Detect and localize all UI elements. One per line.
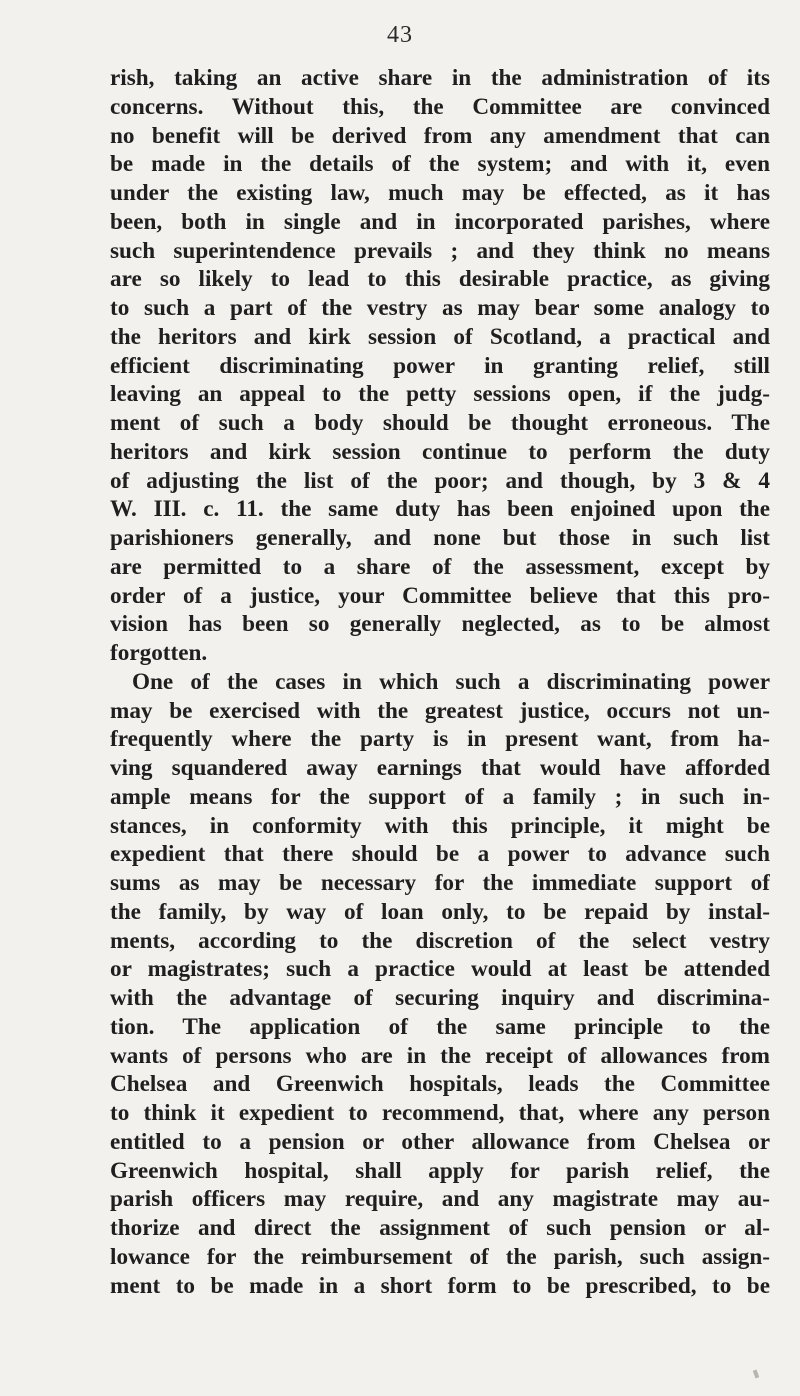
text-line: no benefit will be derived from any amendment that can xyxy=(110,122,770,149)
text-line: frequently where the party is in present want, from ha- xyxy=(110,726,770,753)
text-line: under the existing law, much may be effected, as it has xyxy=(110,180,770,206)
text-line: parish officers may require, and any magistrate may au- xyxy=(110,1186,770,1213)
text-line: are permitted to a share of the assessment, except by xyxy=(110,553,770,580)
text-line: lowance for the reimbursement of the parish, such assign- xyxy=(110,1243,770,1270)
text-line: be made in the details of the system; and with it, even xyxy=(110,151,770,178)
text-line: expedient that there should be a power to advance such xyxy=(110,841,770,868)
text-line: entitled to a pension or other allowance from Chelsea or xyxy=(110,1128,770,1155)
text-line: forgotten. xyxy=(110,640,208,666)
text-line: One of the cases in which such a discriminating power xyxy=(132,668,770,695)
text-line: concerns. Without this, the Committee are convinced xyxy=(110,93,770,120)
text-line: to such a part of the vestry as may bear some analogy to xyxy=(110,295,770,321)
text-line: W. III. c. 11. the same duty has been enjoined upon the xyxy=(110,496,770,523)
text-line: been, both in single and in incorporated parishes, where xyxy=(110,208,770,235)
text-line: ving squandered away earnings that would have afforded xyxy=(110,755,770,781)
text-line: such superintendence prevails ; and they think no means xyxy=(110,237,770,264)
text-line: stances, in conformity with this principle, it might be xyxy=(110,812,770,839)
text-line: rish, taking an active share in the administration of its xyxy=(110,65,770,91)
text-line: sums as may be necessary for the immediate support of xyxy=(110,870,770,896)
text-line: tion. The application of the same principle to the xyxy=(110,1013,770,1040)
text-line: the heritors and kirk session of Scotland, a practical and xyxy=(110,323,770,350)
text-line: the family, by way of loan only, to be repaid by instal- xyxy=(110,898,770,925)
page-number: 43 xyxy=(387,22,413,48)
text-line: ample means for the support of a family ; in such in- xyxy=(110,783,770,810)
text-line: may be exercised with the greatest justice, occurs not un- xyxy=(110,697,770,724)
text-line: Chelsea and Greenwich hospitals, leads the Committee xyxy=(110,1071,770,1098)
text-line: Greenwich hospital, shall apply for parish relief, the xyxy=(110,1157,770,1184)
text-line: or magistrates; such a practice would at least be attended xyxy=(110,956,770,983)
text-line: parishioners generally, and none but those in such list xyxy=(110,525,770,551)
text-line: are so likely to lead to this desirable practice, as giving xyxy=(110,266,770,293)
text-line: efficient discriminating power in granting relief, still xyxy=(110,352,770,379)
text-line: vision has been so generally neglected, as to be almost xyxy=(110,611,770,638)
text-line: thorize and direct the assignment of such pension or al- xyxy=(110,1215,770,1241)
body-text xyxy=(110,64,770,1300)
text-line: to think it expedient to recommend, that, where any person xyxy=(110,1100,770,1126)
text-line: with the advantage of securing inquiry and discrimina- xyxy=(110,985,770,1011)
text-line: ment of such a body should be thought erroneous. The xyxy=(110,410,770,436)
text-line: order of a justice, your Committee believe that this pro- xyxy=(110,582,770,609)
text-line: heritors and kirk session continue to perform the duty xyxy=(110,438,770,465)
scan-speck xyxy=(753,1370,759,1379)
text-line: leaving an appeal to the petty sessions open, if the judg- xyxy=(110,381,770,408)
text-line: wants of persons who are in the receipt of allowances from xyxy=(110,1042,770,1069)
text-line: ments, according to the discretion of the select vestry xyxy=(110,927,770,954)
text-line: ment to be made in a short form to be prescribed, to be xyxy=(110,1272,770,1299)
text-line: of adjusting the list of the poor; and though, by 3 & 4 xyxy=(110,467,770,494)
